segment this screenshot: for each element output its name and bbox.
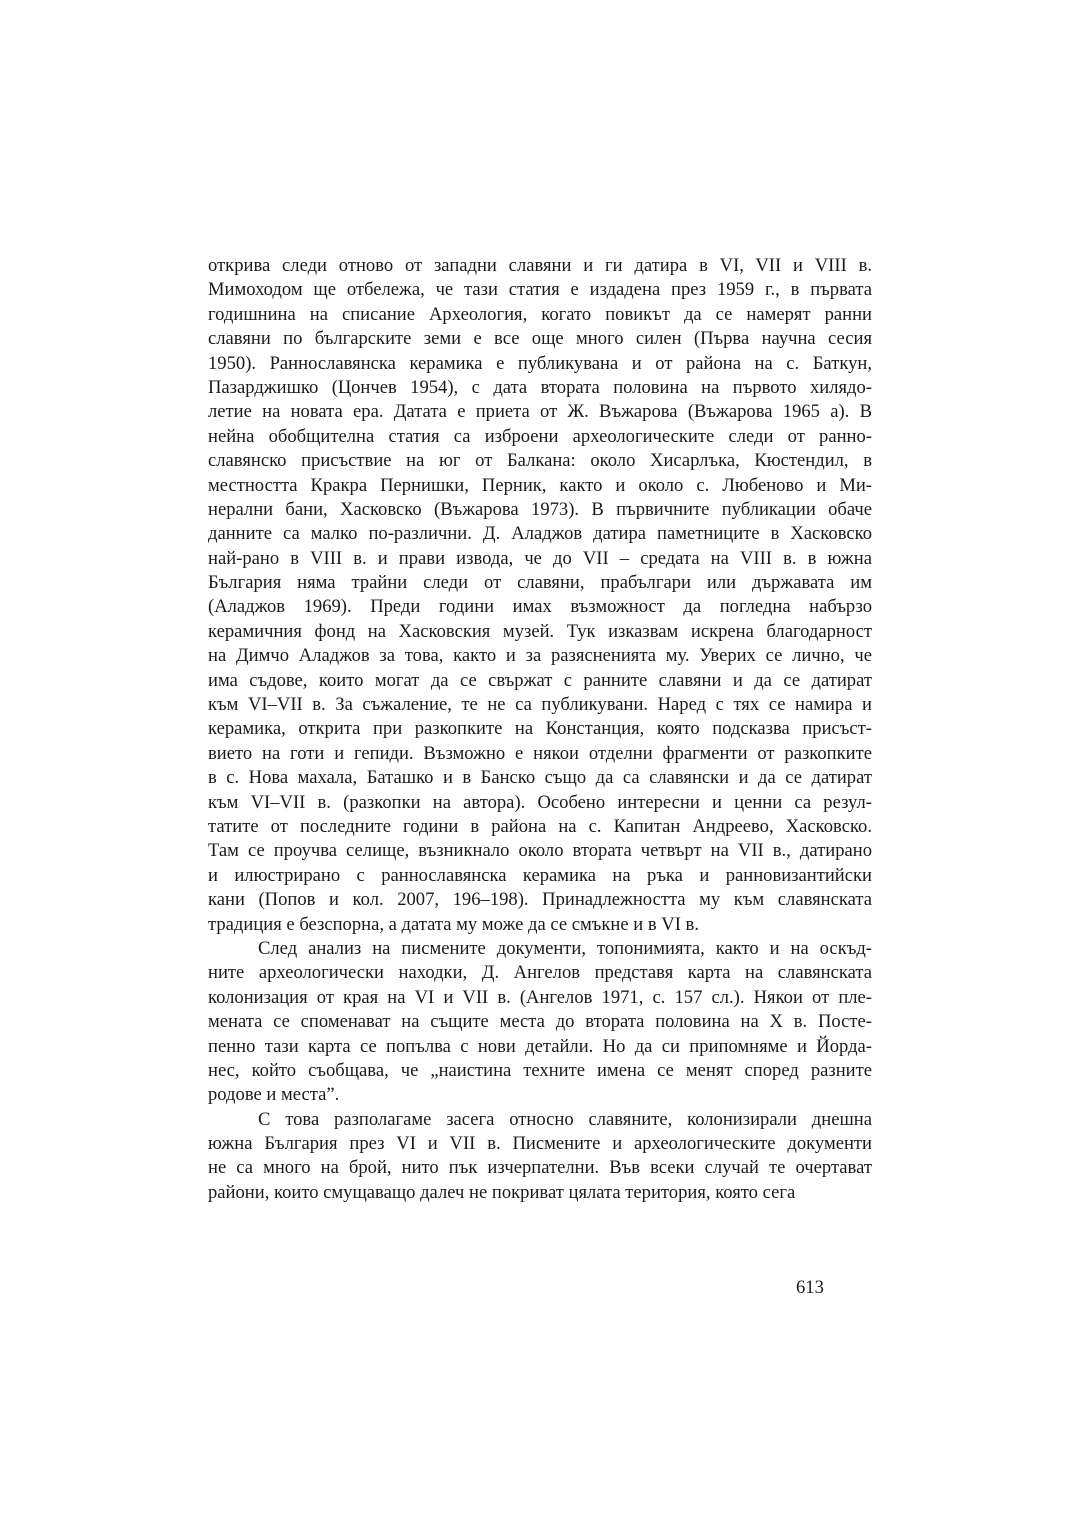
body-text <box>208 254 872 1205</box>
text-line: керамичния фонд на Хасковския музей. Тук изказвам искрена благодарност <box>208 620 872 642</box>
text-line: нес, който съобщава, че „наистина техните имена се менят според разните <box>208 1059 872 1081</box>
text-line: мената се споменават на същите места до втората половина на X в. Посте- <box>208 1011 872 1033</box>
text-line: данните са малко по-различни. Д. Аладжов датира паметниците в Хасковско <box>208 523 872 545</box>
text-line: славяни по българските земи е все още много силен (Първа научна сесия <box>208 328 872 350</box>
text-line: райони, които смущаващо далеч не покриват цялата територия, която сега <box>208 1181 796 1203</box>
text-line: не са много на брой, нито пък изчерпателни. Във всеки случай те очертават <box>208 1157 872 1179</box>
text-line: на Димчо Аладжов за това, както и за разясненията му. Уверих се лично, че <box>208 645 872 667</box>
text-line: и илюстрирано с раннославянска керамика на ръка и ранновизантийски <box>208 864 872 886</box>
text-line: татите от последните години в района на с. Капитан Андреево, Хасковско. <box>208 815 872 837</box>
text-line: към VI–VII в. За съжаление, те не са публикувани. Наред с тях се намира и <box>208 694 872 716</box>
text-line: родове и места”. <box>208 1084 340 1106</box>
text-line: открива следи отново от западни славяни и ги датира в VI, VII и VIII в. <box>208 255 872 276</box>
text-line: към VI–VII в. (разкопки на автора). Особено интересни и ценни са резул- <box>208 791 872 813</box>
text-line: керамика, открита при разкопките на Констанция, която подсказва присъст- <box>208 718 872 740</box>
paragraph <box>208 937 872 1108</box>
text-line: пенно тази карта се попълва с нови детайли. Но да си припомняме и Йорда- <box>208 1035 872 1057</box>
text-line: най-рано в VIII в. и прави извода, че до VII – средата на VIII в. в южна <box>208 547 872 569</box>
text-line: България няма трайни следи от славяни, прабългари или държавата им <box>208 572 872 594</box>
text-line: нейна обобщителна статия са изброени археологическите следи от ранно- <box>208 425 872 447</box>
text-line: Там се проучва селище, възникнало около втората четвърт на VII в., датирано <box>208 840 872 862</box>
paragraph <box>208 1108 872 1206</box>
text-line: (Аладжов 1969). Преди години имах възможност да погледна набързо <box>208 596 872 618</box>
text-line: ните археологически находки, Д. Ангелов представя карта на славянската <box>208 962 872 984</box>
text-line: славянско присъствие на юг от Балкана: около Хисарлъка, Кюстендил, в <box>208 450 872 472</box>
text-line: С това разполагаме засега относно славяните, колонизирали днешна <box>258 1108 872 1130</box>
text-line: нерални бани, Хасковско (Въжарова 1973). В първичните публикации обаче <box>208 498 872 520</box>
paragraph <box>208 254 872 937</box>
text-line: местността Кракра Пернишки, Перник, както и около с. Любеново и Ми- <box>208 474 872 496</box>
page-number: 613 <box>796 1277 824 1298</box>
text-line: годишнина на списание Археология, когато повикът да се намерят ранни <box>208 303 872 325</box>
text-line: кани (Попов и кол. 2007, 196–198). Принадлежността му към славянската <box>208 889 872 911</box>
text-line: 1950). Раннославянска керамика е публикувана и от района на с. Баткун, <box>208 352 872 374</box>
text-line: След анализ на писмените документи, топонимията, както и на оскъд- <box>258 937 872 959</box>
text-line: летие на новата ера. Датата е приета от Ж. Въжарова (Въжарова 1965 а). В <box>208 401 872 423</box>
text-line: Пазарджишко (Цончев 1954), с дата втората половина на първото хилядо- <box>208 376 872 398</box>
text-line: вието на готи и гепиди. Възможно е някои отделни фрагменти от разкопките <box>208 742 872 764</box>
text-line: Мимоходом ще отбележа, че тази статия е издадена през 1959 г., в първата <box>208 279 872 301</box>
text-line: южна България през VI и VII в. Писмените и археологическите документи <box>208 1133 872 1155</box>
text-line: в с. Нова махала, Баташко и в Банско също да са славянски и да се датират <box>208 767 872 789</box>
text-line: традиция е безспорна, а датата му може да се смъкне и в VI в. <box>208 913 699 935</box>
text-line: колонизация от края на VI и VII в. (Ангелов 1971, с. 157 сл.). Някои от пле- <box>208 986 872 1008</box>
text-line: има съдове, които могат да се свържат с ранните славяни и да се датират <box>208 669 872 691</box>
